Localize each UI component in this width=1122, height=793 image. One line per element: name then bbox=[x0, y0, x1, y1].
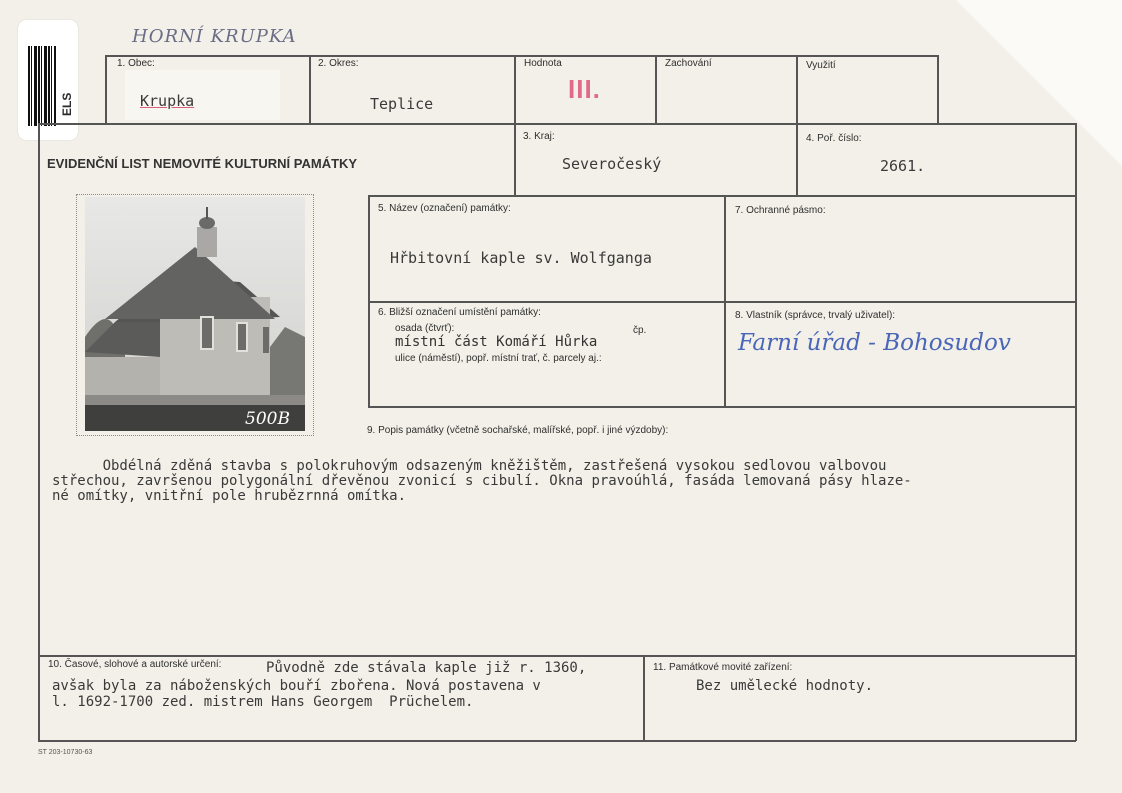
rule bbox=[38, 655, 1076, 657]
zarizeni-label: 11. Památkové movité zařízení: bbox=[653, 662, 793, 673]
header-note: HORNÍ KRUPKA bbox=[132, 26, 297, 47]
rule bbox=[105, 55, 107, 123]
urceni-line-1: Původně zde stávala kaple již r. 1360, bbox=[266, 660, 587, 676]
photo-number: 500B bbox=[245, 409, 290, 429]
vlastnik-value: Farní úřad - Bohosudov bbox=[738, 330, 1011, 356]
rule bbox=[309, 55, 311, 123]
umisteni-value: místní část Komáří Hůrka bbox=[395, 334, 598, 350]
barcode-sticker bbox=[18, 20, 78, 140]
rule bbox=[105, 55, 939, 57]
card-corner bbox=[932, 0, 1122, 175]
zarizeni-value: Bez umělecké hodnoty. bbox=[696, 678, 874, 694]
vyuziti-label: Využití bbox=[806, 60, 836, 71]
ulice-label: ulice (náměstí), popř. místní trať, č. parcely aj.: bbox=[395, 353, 602, 364]
barcode-text: ELS bbox=[60, 92, 74, 116]
nazev-label: 5. Název (označení) památky: bbox=[378, 203, 511, 214]
rule bbox=[514, 55, 516, 195]
hodnota-label: Hodnota bbox=[524, 58, 562, 69]
barcode-icon bbox=[28, 46, 56, 126]
rule bbox=[38, 740, 1076, 742]
vlastnik-label: 8. Vlastník (správce, trvalý uživatel): bbox=[735, 310, 896, 321]
obec-value: Krupka bbox=[140, 92, 195, 110]
okres-label: 2. Okres: bbox=[318, 58, 359, 69]
chapel-image bbox=[85, 197, 305, 431]
print-code: ST 203-10730-63 bbox=[38, 749, 93, 756]
popis-line-3: né omítky, vnitřní pole hrubězrnná omítka. bbox=[52, 488, 407, 504]
rule bbox=[38, 123, 40, 741]
rule bbox=[368, 406, 1076, 408]
rule bbox=[643, 655, 645, 741]
popis-line-2: střechou, završenou polygonální dřevěnou zvonicí s cibulí. Okna pravoúhlá, fasáda lemovaná pásy hlaze- bbox=[52, 473, 912, 489]
hodnota-value: III. bbox=[568, 74, 601, 104]
urceni-line-2: avšak byla za náboženských bouří zbořena. Nová postavena v bbox=[52, 678, 541, 694]
popis-line-1: Obdélná zděná stavba s polokruhovým odsazeným kněžištěm, zastřešená vysokou sedlovou valbovou bbox=[52, 458, 887, 474]
urceni-line-3: l. 1692-1700 zed. mistrem Hans Georgem Prüchelem. bbox=[52, 694, 474, 710]
chapel-photo bbox=[85, 197, 305, 431]
form-title: EVIDENČNÍ LIST NEMOVITÉ KULTURNÍ PAMÁTKY bbox=[47, 156, 358, 171]
rule bbox=[368, 195, 1076, 197]
kraj-label: 3. Kraj: bbox=[523, 131, 555, 142]
urceni-label: 10. Časové, slohové a autorské určení: bbox=[48, 659, 222, 670]
por-cislo-value: 2661. bbox=[880, 157, 926, 175]
ochranne-pasmo-label: 7. Ochranné pásmo: bbox=[735, 205, 826, 216]
osada-label: osada (čtvrť): bbox=[395, 323, 455, 334]
zachovani-label: Zachování bbox=[665, 58, 712, 69]
cp-label: čp. bbox=[633, 325, 647, 336]
por-cislo-label: 4. Poř. číslo: bbox=[806, 133, 862, 144]
obec-label: 1. Obec: bbox=[117, 58, 155, 69]
rule bbox=[937, 55, 939, 123]
rule bbox=[38, 123, 1076, 125]
rule bbox=[796, 55, 798, 195]
okres-value: Teplice bbox=[370, 95, 434, 113]
nazev-value: Hřbitovní kaple sv. Wolfganga bbox=[390, 249, 652, 267]
umisteni-label: 6. Bližší označení umístění památky: bbox=[378, 307, 541, 318]
rule bbox=[368, 301, 1076, 303]
kraj-value: Severočeský bbox=[562, 155, 662, 173]
rule bbox=[655, 55, 657, 123]
rule bbox=[1075, 123, 1077, 741]
popis-label: 9. Popis památky (včetně sochařské, malířské, popř. i jiné výzdoby): bbox=[367, 425, 669, 436]
